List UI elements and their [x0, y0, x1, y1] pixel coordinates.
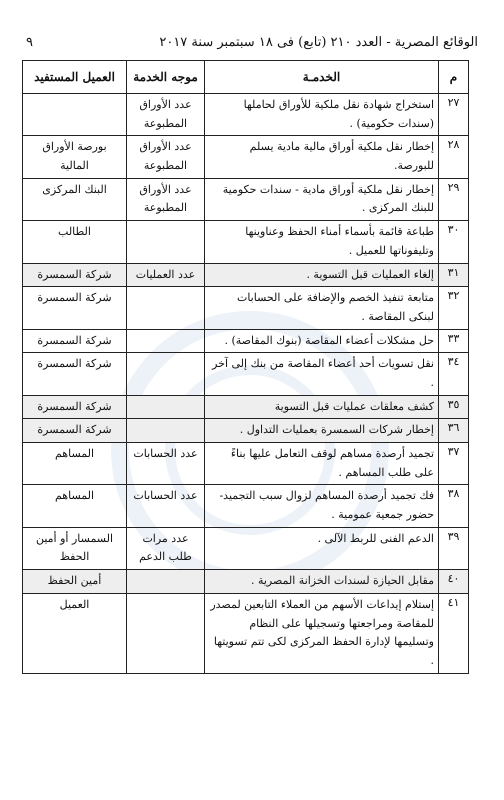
cell-client: شركة السمسرة — [23, 329, 127, 353]
page-number: ٩ — [26, 35, 33, 50]
cell-client: شركة السمسرة — [23, 287, 127, 329]
cell-client: العميل — [23, 593, 127, 673]
table-row — [23, 136, 469, 178]
cell-client: أمين الحفظ — [23, 570, 127, 594]
cell-number: ٣٥ — [439, 395, 469, 419]
cell-client: البنك المركزى — [23, 178, 127, 220]
cell-service: الدعم الفنى للربط الآلى . — [205, 527, 439, 569]
table-body — [23, 94, 469, 674]
cell-number: ٣٣ — [439, 329, 469, 353]
header-title: الوقائع المصرية - العدد ٢١٠ (تابع) فى ١٨ سبتمبر سنة ٢٠١٧ — [159, 35, 478, 50]
table-row — [23, 570, 469, 594]
table-row — [23, 419, 469, 443]
table-row — [23, 178, 469, 220]
cell-client: شركة السمسرة — [23, 263, 127, 287]
cell-number: ٣٢ — [439, 287, 469, 329]
cell-directed — [127, 287, 205, 329]
cell-directed: عدد العمليات — [127, 263, 205, 287]
cell-number: ٢٧ — [439, 94, 469, 136]
table-row — [23, 263, 469, 287]
cell-service: مقابل الحيازة لسندات الخزانة المصرية . — [205, 570, 439, 594]
cell-directed — [127, 395, 205, 419]
table-header-row — [23, 61, 469, 94]
cell-service: كشف معلقات عمليات قبل التسوية — [205, 395, 439, 419]
table-row — [23, 395, 469, 419]
cell-number: ٢٩ — [439, 178, 469, 220]
table-row — [23, 353, 469, 395]
table-row — [23, 221, 469, 263]
cell-directed: عدد الأوراق المطبوعة — [127, 178, 205, 220]
cell-directed: عدد الأوراق المطبوعة — [127, 94, 205, 136]
cell-directed — [127, 570, 205, 594]
table-row — [23, 329, 469, 353]
cell-directed — [127, 419, 205, 443]
cell-number: ٢٨ — [439, 136, 469, 178]
cell-service: إستلام إيداعات الأسهم من العملاء التابعين لمصدر للمقاصة ومراجعتها وتسجيلها على النظام وتسليمها لإدارة الحفظ المركزى لكى تتم تسويتها . — [205, 593, 439, 673]
cell-client: شركة السمسرة — [23, 353, 127, 395]
cell-directed — [127, 329, 205, 353]
cell-client — [23, 94, 127, 136]
cell-number: ٣١ — [439, 263, 469, 287]
cell-service: متابعة تنفيذ الخصم والإضافة على الحسابات لبنكى المقاصة . — [205, 287, 439, 329]
cell-number: ٣٠ — [439, 221, 469, 263]
cell-directed: عدد الحسابات — [127, 443, 205, 485]
table-row — [23, 287, 469, 329]
table-row — [23, 94, 469, 136]
cell-service: إخطار نقل ملكية أوراق مالية مادية يسلم للبورصة. — [205, 136, 439, 178]
cell-directed: عدد مرات طلب الدعم — [127, 527, 205, 569]
cell-directed: عدد الأوراق المطبوعة — [127, 136, 205, 178]
table-row — [23, 593, 469, 673]
cell-service: طباعة قائمة بأسماء أمناء الحفظ وعناوينها وتليفوناتها للعميل . — [205, 221, 439, 263]
cell-client: شركة السمسرة — [23, 419, 127, 443]
cell-client: المساهم — [23, 443, 127, 485]
cell-directed: عدد الحسابات — [127, 485, 205, 527]
cell-number: ٣٩ — [439, 527, 469, 569]
cell-service: نقل تسويات أحد أعضاء المقاصة من بنك إلى آخر . — [205, 353, 439, 395]
cell-service: فك تجميد أرصدة المساهم لزوال سبب التجميد- حضور جمعية عمومية . — [205, 485, 439, 527]
column-header-service: الخدمـة — [205, 61, 439, 94]
cell-number: ٣٦ — [439, 419, 469, 443]
cell-number: ٤٠ — [439, 570, 469, 594]
cell-number: ٣٨ — [439, 485, 469, 527]
table-row — [23, 485, 469, 527]
cell-number: ٣٤ — [439, 353, 469, 395]
cell-directed — [127, 353, 205, 395]
cell-directed — [127, 593, 205, 673]
cell-directed — [127, 221, 205, 263]
cell-service: حل مشكلات أعضاء المقاصة (بنوك المقاصة) . — [205, 329, 439, 353]
cell-service: تجميد أرصدة مساهم لوقف التعامل عليها بناءً على طلب المساهم . — [205, 443, 439, 485]
column-header-client: العميل المستفيد — [23, 61, 127, 94]
cell-client: السمسار أو أمين الحفظ — [23, 527, 127, 569]
cell-service: إخطار نقل ملكية أوراق مادية - سندات حكومية للبنك المركزى . — [205, 178, 439, 220]
cell-number: ٤١ — [439, 593, 469, 673]
page-header — [22, 32, 478, 54]
column-header-number: م — [439, 61, 469, 94]
cell-service: إخطار شركات السمسرة بعمليات التداول . — [205, 419, 439, 443]
cell-client: بورصة الأوراق المالية — [23, 136, 127, 178]
cell-number: ٣٧ — [439, 443, 469, 485]
services-table — [22, 60, 469, 674]
cell-service: إلغاء العمليات قبل التسوية . — [205, 263, 439, 287]
cell-client: شركة السمسرة — [23, 395, 127, 419]
cell-service: استخراج شهادة نقل ملكية للأوراق لحاملها (سندات حكومية) . — [205, 94, 439, 136]
cell-client: الطالب — [23, 221, 127, 263]
table-row — [23, 443, 469, 485]
cell-client: المساهم — [23, 485, 127, 527]
table-row — [23, 527, 469, 569]
column-header-directed: موجه الخدمة — [127, 61, 205, 94]
